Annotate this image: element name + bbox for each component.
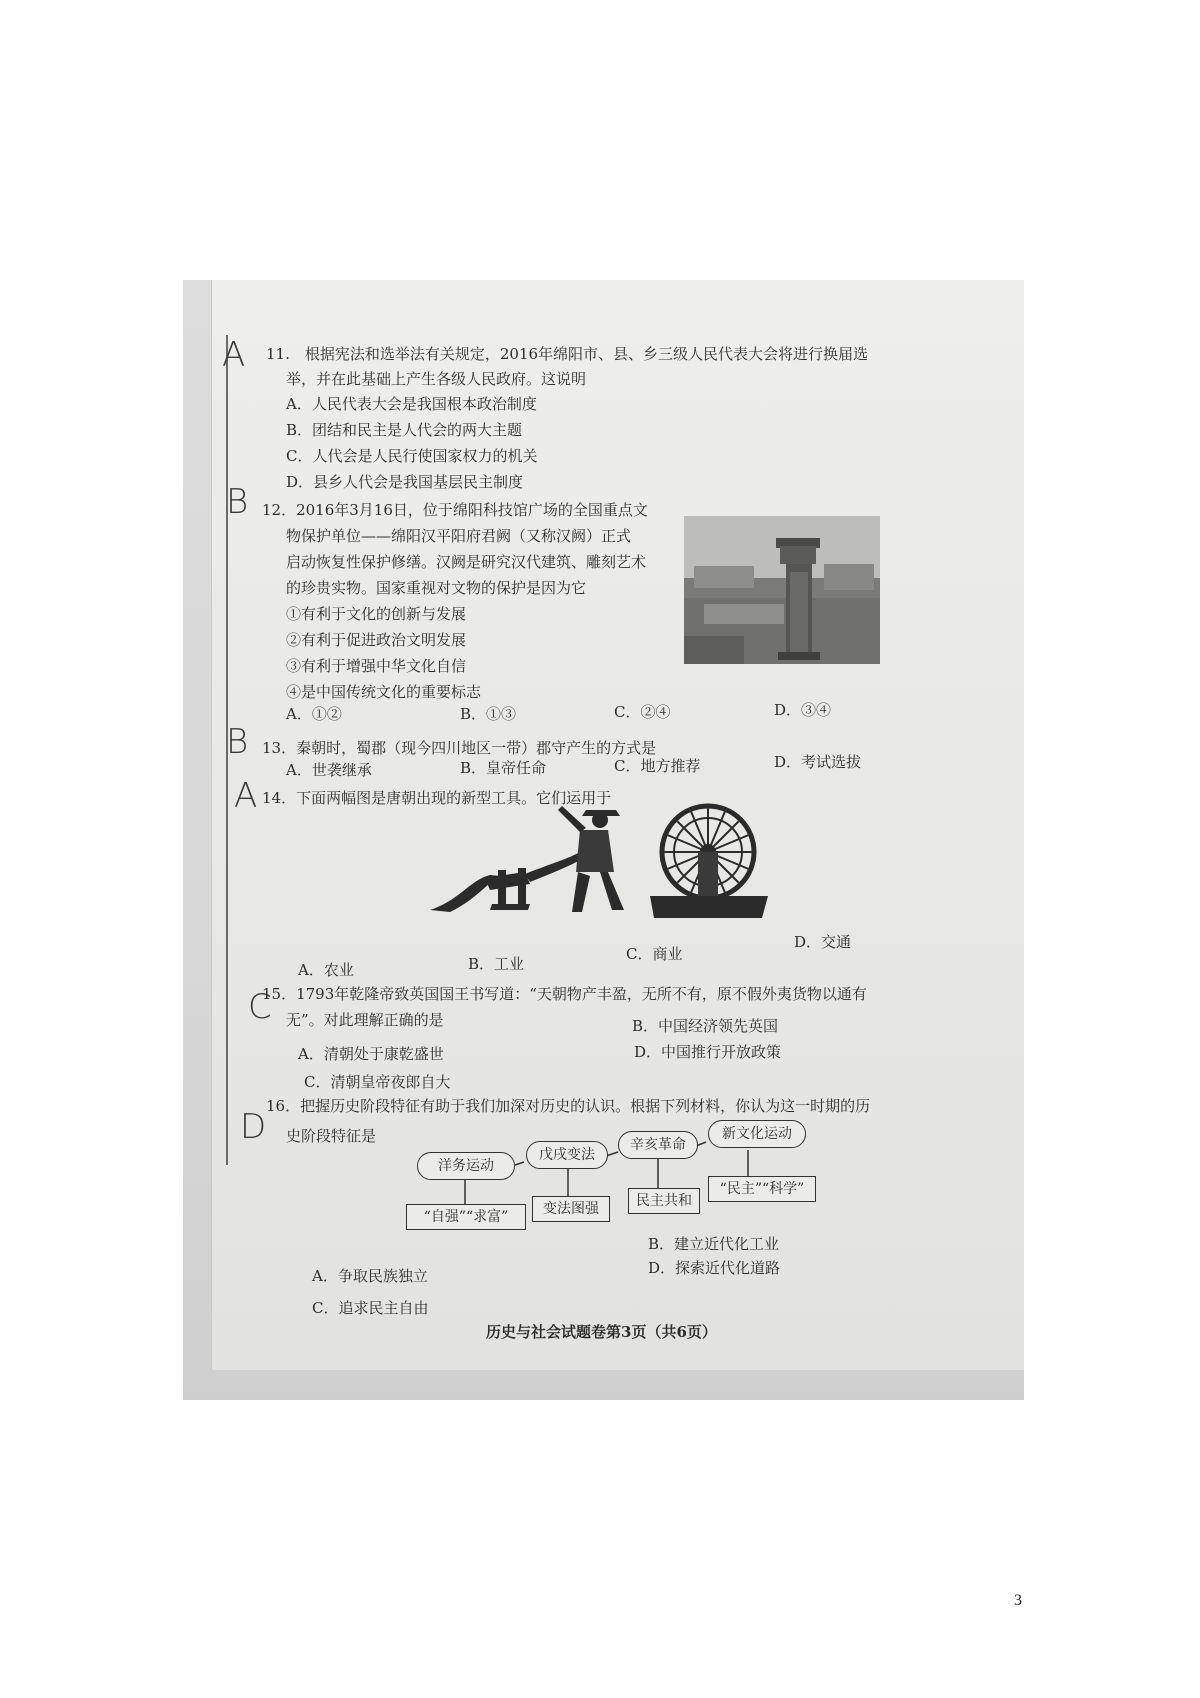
q11-option-d: D．县乡人代会是我国基层民主制度	[286, 473, 524, 491]
q12-statement-4: ④是中国传统文化的重要标志	[286, 683, 482, 701]
handwritten-mark-q11: A	[222, 335, 246, 375]
handwritten-mark-q15: C	[248, 987, 272, 1027]
q12-option-c: C．②④	[614, 703, 671, 721]
q12-stem-line4: 的珍贵实物。国家重视对文物的保护是因为它	[286, 579, 587, 597]
q15-option-b: B．中国经济领先英国	[632, 1017, 779, 1035]
handwritten-mark-q13: B	[226, 722, 249, 762]
q11-option-c: C．人代会是人民行使国家权力的机关	[286, 447, 538, 465]
q13-option-a: A．世袭继承	[286, 761, 372, 779]
q12-option-a: A．①②	[286, 705, 342, 723]
q12-statement-3: ③有利于增强中华文化自信	[286, 657, 467, 675]
q16-option-a: A．争取民族独立	[312, 1267, 428, 1285]
q13-option-c: C．地方推荐	[614, 757, 701, 775]
q14-option-a: A．农业	[298, 961, 354, 979]
handwritten-mark-q12: B	[226, 482, 249, 522]
event-xinwenhua: 新文化运动	[708, 1120, 806, 1148]
slogan-minzhu-gonghe: 民主共和	[628, 1188, 700, 1214]
q16-option-d: D．探索近代化道路	[648, 1259, 781, 1277]
event-xinhai: 辛亥革命	[618, 1131, 698, 1159]
q12-stem-line2: 物保护单位——绵阳汉平阳府君阙（又称汉阙）正式	[286, 527, 632, 545]
q14-option-d: D．交通	[794, 933, 852, 951]
q12-statement-1: ①有利于文化的创新与发展	[286, 605, 467, 623]
exam-footer: 历史与社会试题卷第3页（共6页）	[486, 1323, 717, 1341]
q15-stem-line1: 15．1793年乾隆帝致英国国王书写道：“天朝物产丰盈，无所不有，原不假外夷货物以通有	[262, 985, 867, 1003]
q11-stem-line1: 11. 根据宪法和选举法有关规定，2016年绵阳市、县、乡三级人民代表大会将进行换届选	[266, 345, 869, 363]
q16-stem-line2: 史阶段特征是	[286, 1127, 377, 1145]
q13-option-b: B．皇帝任命	[460, 759, 547, 777]
handwritten-mark-q16: D	[240, 1107, 267, 1147]
q15-stem-line2: 无”。对此理解正确的是	[286, 1011, 444, 1029]
q12-statement-2: ②有利于促进政治文明发展	[286, 631, 467, 649]
q15-option-d: D．中国推行开放政策	[634, 1043, 782, 1061]
q11-option-b: B．团结和民主是人代会的两大主题	[286, 421, 523, 439]
q14-option-c: C．商业	[626, 945, 683, 963]
event-wuxu: 戊戌变法	[526, 1141, 608, 1169]
handwritten-mark-q14: A	[234, 776, 258, 816]
q14-option-b: B．工业	[468, 955, 525, 973]
q12-stem-line1: 12．2016年3月16日，位于绵阳科技馆广场的全国重点文	[262, 501, 648, 519]
slogan-bianfa-tuqiang: 变法图强	[532, 1196, 610, 1222]
slogan-minzhu-kexue: “民主”“科学”	[708, 1176, 816, 1202]
q15-option-a: A．清朝处于康乾盛世	[298, 1045, 444, 1063]
q13-option-d: D．考试选拔	[774, 753, 862, 771]
q13-stem: 13．秦朝时，蜀郡（现今四川地区一带）郡守产生的方式是	[262, 739, 657, 757]
q16-option-c: C．追求民主自由	[312, 1299, 429, 1317]
q16-option-b: B．建立近代化工业	[648, 1235, 780, 1253]
page-number: 3	[1014, 1592, 1022, 1609]
q11-stem-line2: 举，并在此基础上产生各级人民政府。这说明	[286, 370, 587, 388]
slogan-ziqiang-qiufu: “自强”“求富”	[406, 1204, 526, 1230]
q11-option-a: A．人民代表大会是我国根本政治制度	[286, 395, 537, 413]
event-yangwu: 洋务运动	[417, 1152, 515, 1180]
q16-stem-line1: 16．把握历史阶段特征有助于我们加深对历史的认识。根据下列材料，你认为这一时期的历	[266, 1097, 871, 1115]
q12-stem-line3: 启动恢复性保护修缮。汉阙是研究汉代建筑、雕刻艺术	[286, 553, 647, 571]
q15-option-c: C．清朝皇帝夜郎自大	[304, 1073, 451, 1091]
q14-stem: 14．下面两幅图是唐朝出现的新型工具。它们运用于	[262, 789, 612, 807]
q12-option-b: B．①③	[460, 705, 517, 723]
q12-option-d: D．③④	[774, 701, 832, 719]
